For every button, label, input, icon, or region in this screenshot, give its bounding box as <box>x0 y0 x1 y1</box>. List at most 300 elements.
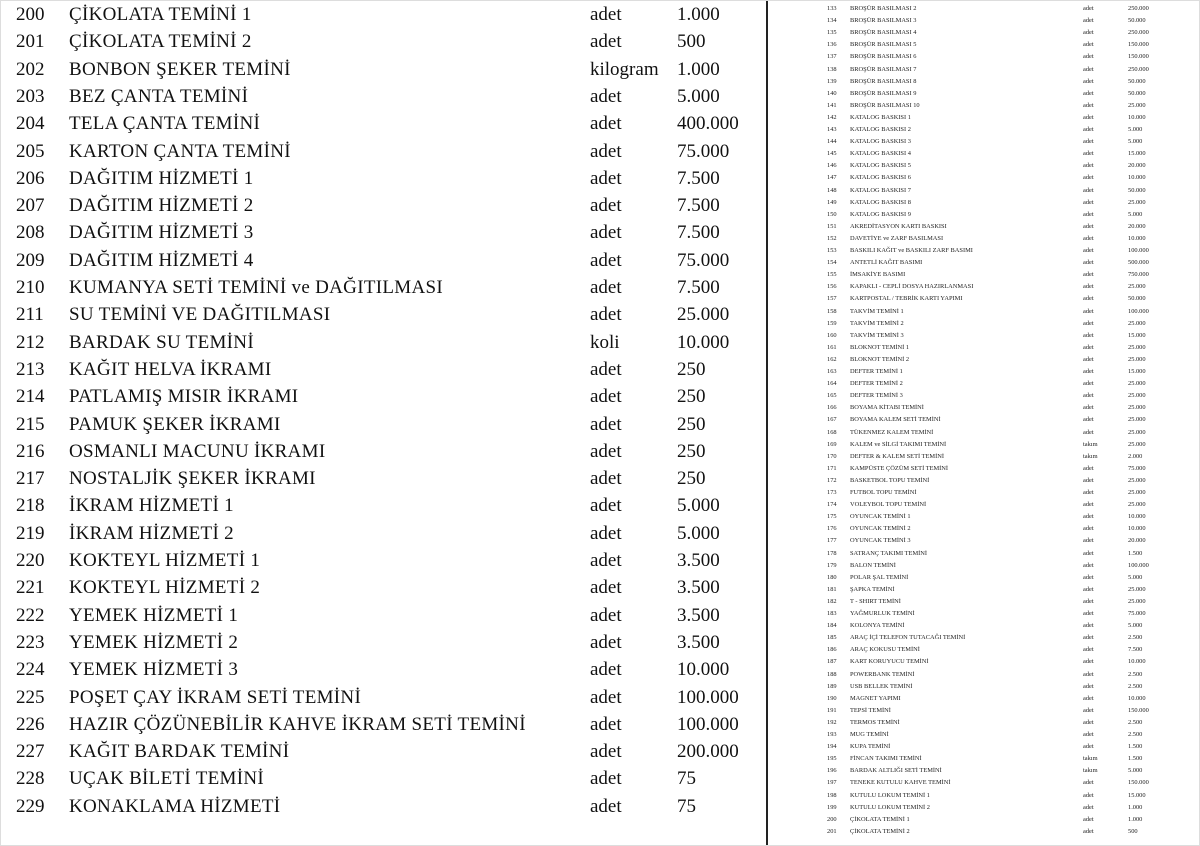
unit-label: adet <box>1083 174 1094 182</box>
quantity-value: 100.000 <box>1128 561 1149 569</box>
unit-label: adet <box>1083 610 1094 617</box>
table-row <box>770 523 1200 535</box>
quantity-value: 1.500 <box>1128 743 1143 751</box>
quantity-value: 500.000 <box>1128 259 1149 267</box>
unit-label: adet <box>1083 464 1094 472</box>
row-number: 228 <box>16 768 45 790</box>
table-row <box>0 738 765 765</box>
item-name: BROŞÜR BASILMASI 4 <box>850 29 917 37</box>
unit-label: adet <box>590 550 622 571</box>
quantity-value: 1.500 <box>1128 549 1143 557</box>
row-number: 155 <box>827 271 837 279</box>
row-number: 145 <box>827 150 837 158</box>
table-row <box>770 64 1200 76</box>
table-row <box>770 378 1200 390</box>
unit-label: adet <box>1083 815 1094 823</box>
row-number: 141 <box>827 101 837 109</box>
table-row <box>770 209 1200 221</box>
table-row <box>770 136 1200 148</box>
unit-label: adet <box>590 686 622 708</box>
quantity-value: 150.000 <box>1128 779 1149 787</box>
quantity-value: 50.000 <box>1128 17 1146 25</box>
unit-label: adet <box>1083 404 1094 412</box>
item-name: BARDAK ALTLIĞI SETİ TEMİNİ <box>850 767 942 775</box>
item-name: KOKTEYL HİZMETİ 2 <box>69 577 261 599</box>
item-name: KAĞIT BARDAK TEMİNİ <box>69 741 290 763</box>
quantity-value: 10.000 <box>677 659 730 681</box>
quantity-value: 5.000 <box>1128 767 1143 775</box>
row-number: 180 <box>827 573 837 581</box>
unit-label: adet <box>590 222 622 244</box>
unit-label: adet <box>590 468 622 490</box>
item-name: KARTPOSTAL / TEBRİK KARTI YAPIMI <box>850 295 963 303</box>
unit-label: adet <box>590 277 622 298</box>
item-name: PATLAMIŞ MISIR İKRAMI <box>69 386 299 408</box>
item-name: HAZIR ÇÖZÜNEBİLİR KAHVE İKRAM SETİ TEMİNİ <box>69 713 526 735</box>
item-name: BALON TEMİNİ <box>850 561 896 569</box>
item-name: PAMUK ŞEKER İKRAMI <box>69 413 281 435</box>
row-number: 157 <box>827 295 837 303</box>
unit-label: takım <box>1083 767 1098 775</box>
table-row <box>770 475 1200 487</box>
table-row <box>0 602 765 629</box>
table-row <box>770 632 1200 644</box>
row-number: 199 <box>827 803 837 811</box>
item-name: TELA ÇANTA TEMİNİ <box>69 113 261 135</box>
quantity-value: 25.000 <box>1128 501 1146 509</box>
item-name: BROŞÜR BASILMASI 7 <box>850 65 917 73</box>
unit-label: adet <box>1083 585 1094 593</box>
quantity-value: 100.000 <box>1128 307 1149 315</box>
item-name: DEFTER TEMİNİ 2 <box>850 380 903 388</box>
quantity-value: 75.000 <box>677 140 730 162</box>
item-name: BONBON ŞEKER TEMİNİ <box>69 58 291 80</box>
row-number: 214 <box>16 386 45 408</box>
quantity-value: 25.000 <box>1128 319 1146 327</box>
unit-label: adet <box>1083 247 1094 254</box>
quantity-value: 2.500 <box>1128 718 1143 726</box>
unit-label: adet <box>1083 355 1094 363</box>
unit-label: adet <box>1083 670 1094 678</box>
row-number: 153 <box>827 247 837 254</box>
table-row <box>770 717 1200 729</box>
quantity-value: 15.000 <box>1128 331 1146 339</box>
unit-label: adet <box>1083 65 1094 73</box>
item-name: TAKVİM TEMİNİ 2 <box>850 319 904 327</box>
item-name: KATALOG BASKISI 7 <box>850 186 911 194</box>
row-number: 137 <box>827 53 837 61</box>
quantity-value: 3.500 <box>677 604 720 626</box>
table-row <box>0 1 765 28</box>
row-number: 179 <box>827 561 837 569</box>
row-number: 133 <box>827 5 837 12</box>
row-number: 225 <box>16 686 45 708</box>
unit-label: adet <box>1083 779 1094 787</box>
table-row <box>770 27 1200 39</box>
unit-label: adet <box>1083 259 1094 267</box>
row-number: 156 <box>827 283 837 291</box>
item-name: ÇİKOLATA TEMİNİ 1 <box>69 4 252 25</box>
item-name: BOYAMA KALEM SETİ TEMİNİ <box>850 416 941 424</box>
quantity-value: 75.000 <box>677 249 730 271</box>
table-row <box>0 165 765 192</box>
quantity-value: 25.000 <box>1128 597 1146 605</box>
row-number: 200 <box>16 4 45 25</box>
unit-label: adet <box>590 31 622 53</box>
unit-label: adet <box>1083 525 1094 533</box>
quantity-value: 15.000 <box>1128 150 1146 158</box>
quantity-value: 50.000 <box>1128 89 1146 97</box>
quantity-value: 7.500 <box>677 277 720 298</box>
table-row <box>0 356 765 383</box>
table-row <box>0 138 765 165</box>
table-row <box>770 185 1200 197</box>
table-row <box>770 729 1200 741</box>
unit-label: takım <box>1083 755 1098 763</box>
item-name: SU TEMİNİ VE DAĞITILMASI <box>69 304 331 326</box>
quantity-value: 20.000 <box>1128 537 1146 545</box>
quantity-value: 15.000 <box>1128 791 1146 799</box>
table-row <box>770 51 1200 63</box>
unit-label: adet <box>1083 368 1094 375</box>
table-row <box>0 28 765 55</box>
item-name: TENEKE KUTULU KAHVE TEMİNİ <box>850 779 951 787</box>
row-number: 163 <box>827 368 837 375</box>
item-name: FİNCAN TAKIMI TEMİNİ <box>850 755 922 763</box>
item-name: KALEM ve SİLGİ TAKIMI TEMİNİ <box>850 440 947 448</box>
item-name: T - SHIRT TEMİNİ <box>850 597 901 605</box>
quantity-value: 25.000 <box>1128 392 1146 400</box>
item-name: TAKVİM TEMİNİ 3 <box>850 331 904 339</box>
quantity-value: 3.500 <box>677 631 720 653</box>
quantity-value: 5.000 <box>677 522 720 544</box>
item-name: KUPA TEMİNİ <box>850 743 891 751</box>
unit-label: adet <box>1083 537 1094 545</box>
item-name: BROŞÜR BASILMASI 3 <box>850 17 917 25</box>
item-name: KOLONYA TEMİNİ <box>850 622 905 630</box>
item-name: KATALOG BASKISI 4 <box>850 150 911 158</box>
unit-label: adet <box>1083 380 1094 388</box>
quantity-value: 100.000 <box>677 686 739 708</box>
row-number: 229 <box>16 795 45 817</box>
unit-label: adet <box>1083 634 1094 642</box>
row-number: 221 <box>16 577 45 599</box>
table-row <box>770 245 1200 257</box>
table-row <box>0 765 765 792</box>
quantity-value: 25.000 <box>1128 380 1146 388</box>
item-name: VOLEYBOL TOPU TEMİNİ <box>850 501 927 509</box>
row-number: 193 <box>827 731 837 738</box>
quantity-value: 1.000 <box>677 4 720 25</box>
quantity-value: 50.000 <box>1128 295 1146 303</box>
quantity-value: 10.000 <box>1128 658 1146 666</box>
row-number: 190 <box>827 694 837 702</box>
unit-label: adet <box>1083 392 1094 400</box>
table-row <box>770 681 1200 693</box>
unit-label: adet <box>590 195 622 217</box>
unit-label: adet <box>590 249 622 271</box>
table-row <box>770 330 1200 342</box>
item-name: BLOKNOT TEMİNİ 2 <box>850 355 910 363</box>
item-name: SATRANÇ TAKIMI TEMİNİ <box>850 549 928 557</box>
quantity-value: 5.000 <box>1128 573 1143 581</box>
row-number: 201 <box>827 827 837 835</box>
table-row <box>770 669 1200 681</box>
table-row <box>770 366 1200 378</box>
unit-label: adet <box>1083 89 1094 97</box>
quantity-value: 10.000 <box>1128 694 1146 702</box>
table-row <box>770 560 1200 572</box>
item-name: KATALOG BASKISI 8 <box>850 198 911 206</box>
row-number: 208 <box>16 222 45 244</box>
unit-label: adet <box>1083 101 1094 109</box>
quantity-value: 3.500 <box>677 577 720 599</box>
row-number: 212 <box>16 331 45 353</box>
row-number: 142 <box>827 113 837 121</box>
item-name: KONAKLAMA HİZMETİ <box>69 795 281 817</box>
table-row <box>770 88 1200 100</box>
table-row <box>770 281 1200 293</box>
unit-label: adet <box>1083 803 1094 811</box>
row-number: 227 <box>16 741 45 763</box>
quantity-value: 5.000 <box>1128 210 1143 218</box>
table-row <box>0 465 765 492</box>
unit-label: adet <box>1083 198 1094 206</box>
quantity-value: 100.000 <box>677 713 739 735</box>
quantity-value: 100.000 <box>1128 247 1149 254</box>
table-row <box>770 160 1200 172</box>
item-name: BROŞÜR BASILMASI 2 <box>850 5 917 12</box>
unit-label: adet <box>1083 77 1094 85</box>
unit-label: adet <box>590 440 622 462</box>
quantity-value: 25.000 <box>1128 585 1146 593</box>
unit-label: adet <box>1083 234 1094 242</box>
table-row <box>770 427 1200 439</box>
quantity-value: 250.000 <box>1128 65 1149 73</box>
unit-label: adet <box>590 304 622 326</box>
quantity-value: 25.000 <box>1128 198 1146 206</box>
unit-label: adet <box>590 604 622 626</box>
item-name: BROŞÜR BASILMASI 10 <box>850 101 920 109</box>
row-number: 168 <box>827 428 837 436</box>
item-name: POLAR ŞAL TEMİNİ <box>850 573 909 581</box>
table-row <box>770 221 1200 233</box>
quantity-value: 5.000 <box>1128 622 1143 630</box>
row-number: 139 <box>827 77 837 85</box>
quantity-value: 75 <box>677 795 696 817</box>
table-row <box>0 711 765 738</box>
row-number: 158 <box>827 307 837 315</box>
row-number: 166 <box>827 404 837 412</box>
table-row <box>770 439 1200 451</box>
unit-label: adet <box>590 113 622 135</box>
quantity-value: 10.000 <box>677 331 730 353</box>
column-divider <box>766 0 768 846</box>
row-number: 192 <box>827 718 837 726</box>
table-row <box>770 463 1200 475</box>
row-number: 169 <box>827 440 837 448</box>
row-number: 170 <box>827 452 837 460</box>
table-row <box>0 574 765 601</box>
quantity-value: 1.500 <box>1128 755 1143 763</box>
quantity-value: 25.000 <box>1128 343 1146 351</box>
table-row <box>0 656 765 683</box>
unit-label: adet <box>1083 827 1094 835</box>
table-row <box>770 826 1200 838</box>
row-number: 176 <box>827 525 837 533</box>
item-name: ARAÇ KOKUSU TEMİNİ <box>850 646 920 654</box>
row-number: 175 <box>827 513 837 521</box>
quantity-value: 200.000 <box>677 741 739 763</box>
table-row <box>770 572 1200 584</box>
table-row <box>770 269 1200 281</box>
quantity-value: 5.000 <box>1128 138 1143 146</box>
row-number: 140 <box>827 89 837 97</box>
item-name: DEFTER & KALEM SETİ TEMİNİ <box>850 452 944 460</box>
quantity-value: 250.000 <box>1128 29 1149 37</box>
item-name: DAĞITIM HİZMETİ 2 <box>69 195 254 217</box>
table-row <box>770 112 1200 124</box>
table-row <box>0 629 765 656</box>
quantity-value: 25.000 <box>1128 440 1146 448</box>
item-name: KART KORUYUCU TEMİNİ <box>850 658 929 666</box>
unit-label: adet <box>1083 126 1094 133</box>
row-number: 148 <box>827 186 837 194</box>
table-row <box>770 584 1200 596</box>
table-row <box>0 520 765 547</box>
quantity-value: 50.000 <box>1128 186 1146 194</box>
unit-label: adet <box>590 358 622 380</box>
table-row <box>770 100 1200 112</box>
table-row <box>770 306 1200 318</box>
unit-label: koli <box>590 331 620 353</box>
row-number: 138 <box>827 65 837 73</box>
row-number: 134 <box>827 17 837 25</box>
quantity-value: 25.000 <box>1128 355 1146 363</box>
item-name: BARDAK SU TEMİNİ <box>69 331 254 353</box>
table-row <box>770 390 1200 402</box>
table-row <box>770 15 1200 27</box>
quantity-value: 250 <box>677 468 706 490</box>
row-number: 147 <box>827 174 837 182</box>
row-number: 174 <box>827 501 837 509</box>
row-number: 211 <box>16 304 44 326</box>
unit-label: adet <box>590 768 622 790</box>
unit-label: adet <box>1083 501 1094 509</box>
row-number: 196 <box>827 767 837 775</box>
row-number: 203 <box>16 85 45 107</box>
item-name: KAMPÜSTE ÇÖZÜM SETİ TEMİNİ <box>850 464 949 472</box>
item-name: NOSTALJİK ŞEKER İKRAMI <box>69 468 316 490</box>
row-number: 216 <box>16 440 45 462</box>
quantity-value: 150.000 <box>1128 706 1149 714</box>
quantity-value: 1.000 <box>1128 815 1143 823</box>
table-row <box>770 172 1200 184</box>
row-number: 195 <box>827 755 837 763</box>
item-name: BASKILI KAĞIT ve BASKILI ZARF BASIMI <box>850 247 973 254</box>
unit-label: adet <box>1083 186 1094 194</box>
quantity-value: 25.000 <box>1128 283 1146 291</box>
item-name: BROŞÜR BASILMASI 6 <box>850 53 917 61</box>
item-name: İKRAM HİZMETİ 1 <box>69 495 234 517</box>
unit-label: adet <box>590 495 622 517</box>
row-number: 210 <box>16 277 45 298</box>
item-name: YEMEK HİZMETİ 3 <box>69 659 239 681</box>
quantity-value: 250 <box>677 413 706 435</box>
unit-label: adet <box>1083 416 1094 424</box>
unit-label: adet <box>1083 646 1094 654</box>
item-name: KATALOG BASKISI 1 <box>850 113 911 121</box>
quantity-value: 500 <box>677 31 706 53</box>
row-number: 152 <box>827 234 837 242</box>
unit-label: adet <box>590 85 622 107</box>
row-number: 164 <box>827 380 837 388</box>
row-number: 201 <box>16 31 45 53</box>
table-row <box>770 318 1200 330</box>
item-name: AKREDİTASYON KARTI BASKISI <box>850 222 947 230</box>
row-number: 186 <box>827 646 837 654</box>
item-name: BLOKNOT TEMİNİ 1 <box>850 343 910 351</box>
item-name: BROŞÜR BASILMASI 5 <box>850 41 917 49</box>
quantity-value: 10.000 <box>1128 513 1146 521</box>
row-number: 217 <box>16 468 45 490</box>
item-name: KUTULU LOKUM TEMİNİ 1 <box>850 791 930 799</box>
table-row <box>770 233 1200 245</box>
table-row <box>770 705 1200 717</box>
item-name: KOKTEYL HİZMETİ 1 <box>69 550 261 571</box>
quantity-value: 750.000 <box>1128 271 1149 279</box>
row-number: 172 <box>827 476 837 484</box>
row-number: 149 <box>827 198 837 206</box>
unit-label: adet <box>1083 162 1094 170</box>
item-name: KATALOG BASKISI 6 <box>850 174 911 182</box>
row-number: 220 <box>16 550 45 571</box>
table-row <box>770 342 1200 354</box>
table-row <box>770 414 1200 426</box>
row-number: 135 <box>827 29 837 37</box>
quantity-value: 7.500 <box>677 195 720 217</box>
quantity-value: 10.000 <box>1128 174 1146 182</box>
item-name: İKRAM HİZMETİ 2 <box>69 522 234 544</box>
row-number: 198 <box>827 791 837 799</box>
row-number: 207 <box>16 195 45 217</box>
table-row <box>0 110 765 137</box>
row-number: 206 <box>16 167 45 189</box>
row-number: 218 <box>16 495 45 517</box>
row-number: 136 <box>827 41 837 49</box>
item-name: KUMANYA SETİ TEMİNİ ve DAĞITILMASI <box>69 277 443 298</box>
table-row <box>0 83 765 110</box>
item-name: DEFTER TEMİNİ 3 <box>850 392 903 400</box>
item-name: DAVETİYE ve ZARF BASILMASI <box>850 234 944 242</box>
item-name: ARAÇ İÇİ TELEFON TUTACAĞI TEMİNİ <box>850 634 966 642</box>
table-row <box>770 487 1200 499</box>
unit-label: adet <box>1083 138 1094 146</box>
row-number: 194 <box>827 743 837 751</box>
quantity-value: 5.000 <box>677 85 720 107</box>
row-number: 189 <box>827 682 837 690</box>
unit-label: adet <box>1083 5 1094 12</box>
table-row <box>770 802 1200 814</box>
quantity-value: 250.000 <box>1128 5 1149 12</box>
row-number: 171 <box>827 464 837 472</box>
row-number: 187 <box>827 658 837 666</box>
table-row <box>0 219 765 246</box>
quantity-value: 75 <box>677 768 696 790</box>
quantity-value: 75.000 <box>1128 610 1146 617</box>
table-row <box>0 247 765 274</box>
quantity-value: 250 <box>677 358 706 380</box>
